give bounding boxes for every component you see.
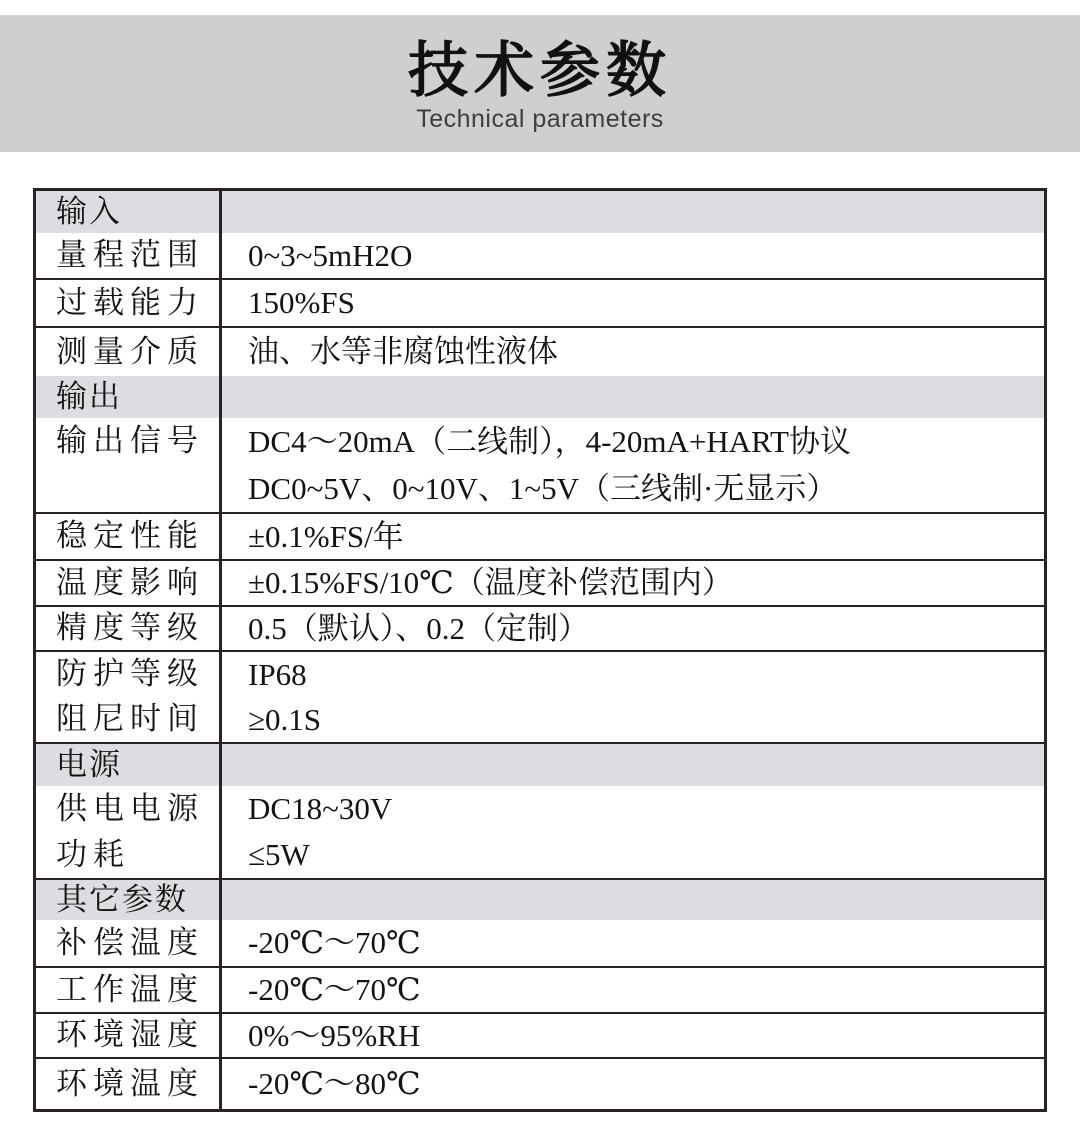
- param-label: 精度等级: [56, 610, 204, 646]
- param-label-cell: [36, 920, 222, 966]
- param-value-cell: [222, 1014, 1044, 1057]
- param-value-cell: [222, 514, 1044, 559]
- param-label: 过载能力: [56, 284, 204, 320]
- param-label-spacer: [36, 465, 219, 512]
- param-value-cell: [222, 418, 1044, 512]
- table-section-row: [36, 744, 1044, 786]
- param-label-cell: [36, 561, 222, 605]
- param-value: 0.5（默认）、0.2（定制）: [248, 610, 589, 646]
- param-value: ±0.15%FS/10℃（温度补偿范围内）: [248, 565, 733, 601]
- table-row: [36, 280, 1044, 328]
- param-value: ≤5W: [248, 837, 310, 873]
- param-value-cell: [222, 561, 1044, 605]
- param-label: 环境湿度: [56, 1017, 204, 1053]
- param-value: ≥0.1S: [248, 701, 322, 737]
- table-section-row: [36, 191, 1044, 233]
- param-value-cell: [222, 607, 1044, 650]
- param-value-cell: [222, 744, 1044, 786]
- param-label-cell: [36, 1059, 222, 1109]
- param-value-cell: [222, 920, 1044, 966]
- param-label: 工作温度: [56, 971, 204, 1007]
- param-value: -20℃～70℃: [248, 972, 421, 1008]
- table-row: [36, 786, 1044, 880]
- param-label-cell: [36, 328, 222, 376]
- table-row: [36, 920, 1044, 968]
- param-label-cell: [36, 514, 222, 559]
- param-label-cell: [36, 652, 222, 742]
- table-row: [36, 233, 1044, 280]
- table-section-row: [36, 880, 1044, 920]
- table-row: [36, 514, 1044, 561]
- param-label-cell: [36, 1014, 222, 1057]
- param-label-line: [36, 418, 219, 465]
- param-label: 功耗: [56, 836, 130, 872]
- param-value-cell: [222, 968, 1044, 1012]
- param-value-cell: [222, 328, 1044, 376]
- param-value-cell: [222, 191, 1044, 233]
- param-value: 150%FS: [248, 285, 355, 321]
- param-label: 阻尼时间: [56, 701, 204, 737]
- param-value-line: [222, 465, 1044, 512]
- param-value-cell: [222, 652, 1044, 742]
- param-label: 测量介质: [56, 333, 204, 369]
- section-label: 输出: [56, 378, 122, 414]
- section-label: 其它参数: [56, 881, 188, 917]
- param-value-cell: [222, 233, 1044, 278]
- page-header-band: [0, 15, 1080, 152]
- param-value-cell: [222, 376, 1044, 418]
- param-value-line: [222, 418, 1044, 465]
- param-label: 输出信号: [56, 423, 204, 459]
- param-label: 环境温度: [56, 1065, 204, 1101]
- param-value-cell: [222, 786, 1044, 878]
- param-value: 0~3~5mH2O: [248, 237, 413, 273]
- param-label-line: [36, 832, 219, 878]
- param-label-cell: [36, 191, 222, 233]
- page-subtitle: Technical parameters: [416, 104, 664, 133]
- param-value: DC4～20mA（二线制），4-20mA+HART协议: [248, 423, 851, 459]
- table-row: [36, 1014, 1044, 1059]
- param-label-cell: [36, 607, 222, 650]
- param-label: 温度影响: [56, 564, 204, 600]
- table-row: [36, 652, 1044, 744]
- param-label-cell: [36, 786, 222, 878]
- table-row: [36, 328, 1044, 376]
- param-label: 补偿温度: [56, 924, 204, 960]
- param-value: 0%～95%RH: [248, 1017, 421, 1053]
- table-section-row: [36, 376, 1044, 418]
- table-row: [36, 1059, 1044, 1109]
- section-label: 输入: [56, 193, 122, 229]
- param-value-cell: [222, 880, 1044, 920]
- param-label: 供电电源: [56, 790, 204, 826]
- param-value: -20℃～80℃: [248, 1066, 421, 1102]
- param-label: 防护等级: [56, 656, 204, 692]
- table-row: [36, 561, 1044, 607]
- param-value-line: [222, 652, 1044, 697]
- param-value: ±0.1%FS/年: [248, 518, 404, 554]
- param-value: DC18~30V: [248, 791, 393, 827]
- param-label-cell: [36, 968, 222, 1012]
- param-value-line: [222, 697, 1044, 742]
- param-value: -20℃～70℃: [248, 925, 421, 961]
- param-label-cell: [36, 376, 222, 418]
- param-value: IP68: [248, 656, 307, 692]
- param-value-line: [222, 832, 1044, 878]
- spec-table: [33, 188, 1047, 1112]
- table-row: [36, 418, 1044, 514]
- param-value: 油、水等非腐蚀性液体: [248, 334, 558, 370]
- param-value-line: [222, 786, 1044, 832]
- param-label: 量程范围: [56, 237, 204, 273]
- table-row: [36, 968, 1044, 1014]
- param-label-cell: [36, 418, 222, 512]
- param-label-line: [36, 697, 219, 742]
- param-label-cell: [36, 744, 222, 786]
- param-label-cell: [36, 280, 222, 326]
- param-label-cell: [36, 880, 222, 920]
- param-label: 稳定性能: [56, 518, 204, 554]
- param-value: DC0~5V、0~10V、1~5V（三线制·无显示）: [248, 470, 838, 506]
- param-label-cell: [36, 233, 222, 278]
- param-label-line: [36, 652, 219, 697]
- page-title: 技术参数: [408, 36, 672, 104]
- param-value-cell: [222, 280, 1044, 326]
- param-label-line: [36, 786, 219, 832]
- table-row: [36, 607, 1044, 652]
- section-label: 电源: [56, 746, 122, 782]
- param-value-cell: [222, 1059, 1044, 1109]
